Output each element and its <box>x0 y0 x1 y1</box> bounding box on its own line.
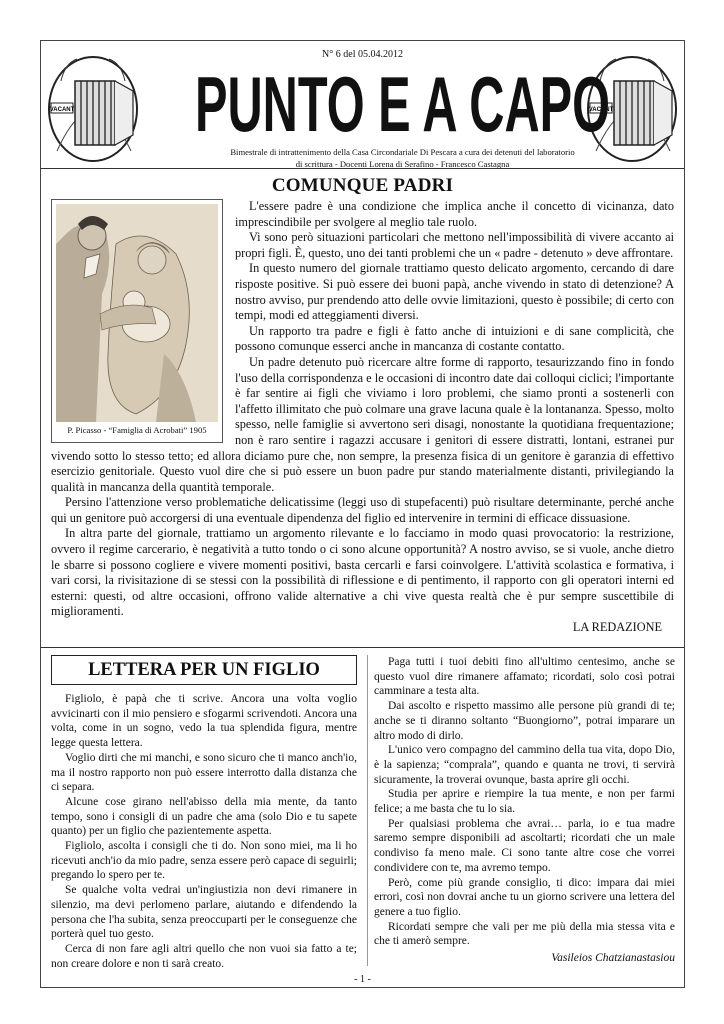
prison-cell-illustration-left <box>47 51 139 163</box>
article-paragraph: Un rapporto tra padre e figli è fatto anche di intuizioni e di sane complicità, che possono comunque esserci anche in mancanza di costante contatto. <box>235 323 674 354</box>
letter-paragraph: Però, come più grande consiglio, ti dico: impara dai miei errori, così non dovrai anche tu un giorno scrivere una lettera del genere a tuo figlio. <box>374 876 675 918</box>
letter-paragraph: Ricordati sempre che vali per me più della mia stessa vita e che ti amerò sempre. <box>374 920 675 948</box>
article-paragraph: L'essere padre è una condizione che implica anche il concetto di vicinanza, dato imprescindibile per svolgere al meglio tale ruolo. <box>235 199 674 229</box>
letter-paragraph: Alcune cose girano nell'abisso della mia mente, da tanto tempo, sono i consigli di un padre che ama (solo Dio e tu sapete quanto) per un figlio che pazientemente aspetta. <box>51 795 357 838</box>
article-paragraph: Un padre detenuto può ricercare altre forme di rapporto, tesaurizzando fino in fondo l'uso della corrispondenza e le occasioni di incontro date dai colloqui ciclici; l'importante è far sentire ai figli che viviamo i loro problemi, che siamo pronti a sostenerli con l'affetto illimitato che può colmare una grave lacuna quale è la lontananza. Spesso, molto spesso, nelle famiglie si avvertono seri disagi, nonostante la quotidiana frequentazione; non è raro sentire i ragazzi accusare i genitori di essere distratti, lontani, estranei pur vivendo sotto lo stesso tetto; ed allora diciamo pure che, non sempre, la presenza fisica di un genitore è garanzia di effettivo esercizio genitoriale. Questo vuol dire che si può essere un buon padre pur stando materialmente distanti, privilegiando la qualità in mancanza della quantità temporale. <box>51 354 674 494</box>
section-divider <box>41 647 684 648</box>
masthead-subtitle: Bimestrale di intrattenimento della Casa Circondariale Di Pescara a cura dei detenuti del laboratorio di scrittura - Docenti Lorena di Serafino - Francesco Castagna <box>230 147 575 169</box>
article-paragraph: In altra parte del giornale, trattiamo un argomento rilevante e lo facciamo in modo quasi provocatorio: la restrizione, ovvero il regime carcerario, è negatività a tutto tondo o ci sono alcune opportunità? A nostro avviso, se si vuole, anche dietro le sbarre si possono cogliere e vivere momenti positivi, basta cercarli e farsi coinvolgere. L'attività scolastica e formativa, i vari corsi, la rivisitazione di se stessi con la possibilità di riflessione e di pentimento, il rapporto con gli operatori interni ed esterni: questi, od altre occasioni, offrono valide alternative a chi vive questa realtà che è pur sempre suscettibile di miglioramenti. <box>51 526 674 619</box>
letter-paragraph: Figliolo, ascolta i consigli che ti do. Non sono miei, ma li ho ricevuti anch'io da mio padre, senza essere però capace di seguirli; pregando lo spero per te. <box>51 840 357 882</box>
letter-headline: LETTERA PER UN FIGLIO <box>51 655 357 685</box>
svg-text:VACANT: VACANT <box>588 107 614 113</box>
article-headline: COMUNQUE PADRI <box>271 175 454 196</box>
picasso-painting <box>51 199 223 443</box>
letter-right-column <box>367 655 675 966</box>
image-caption: P. Picasso - “Famiglia di Acrobati” 1905 <box>67 425 207 436</box>
article-signature: LA REDAZIONE <box>572 620 662 635</box>
svg-text:VACANT: VACANT <box>49 107 75 113</box>
header-divider <box>41 168 684 169</box>
letter-paragraph: Voglio dirti che mi manchi, e sono sicuro che ti manco anch'io, ma il nostro rapporto non può essere interrotto dalla distanza che ci separa. <box>51 751 357 794</box>
article-paragraph: Vi sono però situazioni particolari che mettono nell'impossibilità di vivere accanto ai propri figli. È, questo, uno dei tanti problemi che un « padre - detenuto » deve affrontare. <box>235 230 674 260</box>
letter-paragraph: Studia per aprire e riempire la tua mente, e non per farmi felice; a me basta che tu lo sia. <box>374 788 675 816</box>
letter-paragraph: Per qualsiasi problema che avrai… parla, io e tua madre saremo sempre disponibili ad ascoltarti; ricordati che un male condiviso fa meno male. Ci sono tante altre cose che vorrei condividere con te, ma avremo tempo. <box>374 817 675 874</box>
letter-left-column <box>51 655 357 971</box>
page-number: - 1 - <box>354 974 371 985</box>
letter-paragraph: Paga tutti i tuoi debiti fino all'ultimo centesimo, anche se questo vuol dire rimanere affamato; ricordati, solo così potrai camminare a testa alta. <box>374 656 675 698</box>
letter-paragraph: Se qualche volta vedrai un'ingiustizia non devi rimanere in silenzio, ma devi perlomeno parlare, aiutando e difendendo la persona che l'ha subita, senza preoccuparti per le conseguenze che porterà quel tuo gesto. <box>51 884 357 941</box>
painting-image <box>56 204 218 422</box>
masthead-title <box>191 61 614 141</box>
article-paragraph: In questo numero del giornale trattiamo questo delicato argomento, cercando di dare risposte positive. Si può essere dei buoni papà, anche vivendo in stato di detenzione? A nostro avviso, pur prendendo atto delle ovvie limitazioni, questo è possibile; di certo con tempi, modi ed atteggiamenti diversi. <box>235 261 674 323</box>
issue-number: N° 6 del 05.04.2012 <box>322 49 403 60</box>
letter-paragraph: L'unico vero compagno del cammino della tua vita, dopo Dio, è la sapienza; “comprala”, quando e quanta ne trovi, ti servirà sicuramente, la troverai ovunque, basta aprire gli occhi. <box>374 744 675 786</box>
newspaper-page <box>40 40 685 988</box>
letter-author: Vasileios Chatzianastasiou <box>551 952 675 965</box>
letter-paragraph: Figliolo, è papà che ti scrive. Ancora una volta voglio avvicinarti con il mio pensiero e sfogarmi scrivendoti. Ancora una volta, come in un sogno, vedo la tua splendida figura, mentre legge questa lettera. <box>51 693 357 750</box>
article-body <box>51 199 674 636</box>
svg-text:PUNTO E A CAPO: PUNTO E A CAPO <box>195 61 610 141</box>
article-paragraph: Persino l'attenzione verso problematiche delicatissime (leggi uso di stupefacenti) può risultare determinante, perché anche qui un genitore può accorgersi di una eventuale dipendenza del figlio ed intervenire in termini di efficace dissuasione. <box>51 495 674 525</box>
letter-paragraph: Dai ascolto e rispetto massimo alle persone più grandi di te; anche se ti diranno soltanto “Buongiorno”, potrai imparare un altro modo di dirlo. <box>374 700 675 742</box>
letter-paragraph: Cerca di non fare agli altri quello che non vuoi sia fatto a te; non creare dolore e non ti sarà creato. <box>51 942 357 970</box>
